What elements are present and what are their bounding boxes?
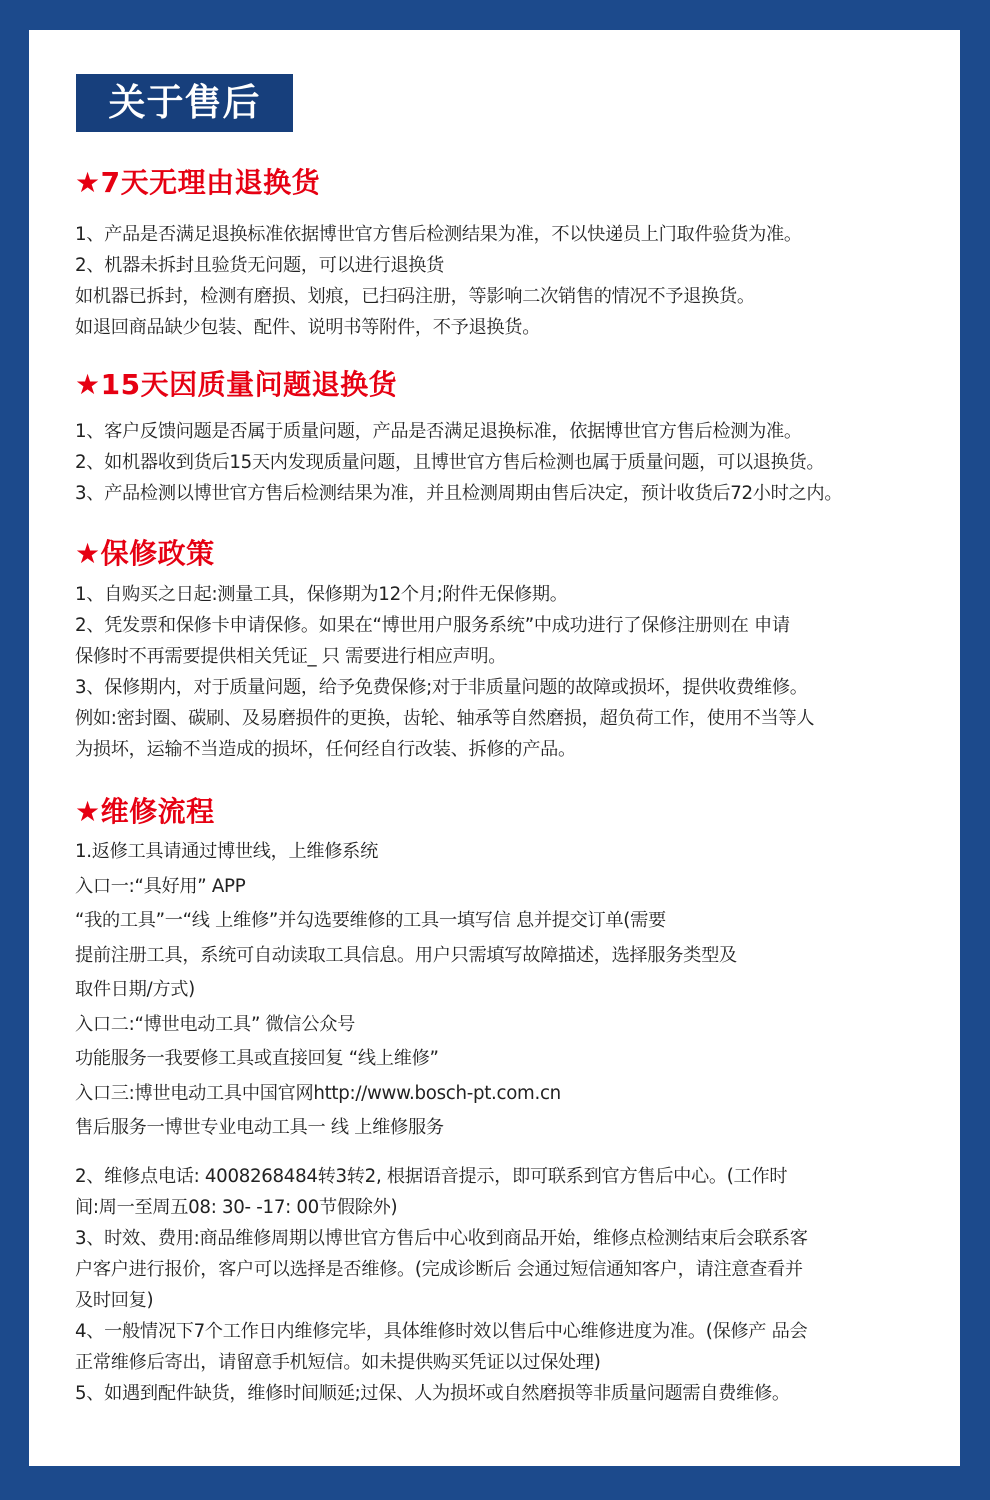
text-line: “我的工具”一“线 上维修”并勾选要维修的工具一填写信 息并提交订单(需要 <box>75 910 666 931</box>
text-line: 入口二:“博世电动工具” 微信公众号 <box>75 1013 355 1035</box>
section-heading-7day-return: ★7天无理由退换货 <box>75 166 321 199</box>
section-body-7day-return <box>75 219 802 343</box>
section-heading-warranty: ★保修政策 <box>75 537 215 570</box>
text-line: 2、机器未拆封且验货无问题，可以进行退换货 <box>75 255 445 276</box>
text-line: 及时回复) <box>75 1290 154 1311</box>
text-line: 2、如机器收到货后15天内发现质量问题，且博世官方售后检测也属于质量问题，可以退换货。 <box>75 452 825 473</box>
text-line: 2、凭发票和保修卡申请保修。如果在“博世用户服务系统”中成功进行了保修注册则在 申请 <box>75 615 790 636</box>
text-line: 间:周一至周五08: 30- -17: 00节假除外) <box>75 1197 398 1218</box>
text-line: 入口三:博世电动工具中国官网http://www.bosch-pt.com.cn <box>75 1082 561 1104</box>
content-card <box>29 30 960 1466</box>
text-line: 入口一:“具好用” APP <box>75 875 246 897</box>
text-line: 取件日期/方式) <box>75 979 195 1000</box>
text-line: 户客户进行报价，客户可以选择是否维修。(完成诊断后 会通过短信通知客户，请注意查看并 <box>75 1259 803 1280</box>
text-line: 3、时效、费用:商品维修周期以博世官方售后中心收到商品开始，维修点检测结束后会联系客 <box>75 1228 808 1249</box>
text-line: 3、保修期内，对于质量问题，给予免费保修;对于非质量问题的故障或损坏，提供收费维修。 <box>75 677 808 698</box>
text-line: 正常维修后寄出，请留意手机短信。如未提供购买凭证以过保处理) <box>75 1352 601 1373</box>
text-line: 为损坏，运输不当造成的损坏，任何经自行改装、拆修的产品。 <box>75 739 576 760</box>
text-line: 1、自购买之日起:测量工具，保修期为12个月;附件无保修期。 <box>75 584 568 605</box>
text-line: 保修时不再需要提供相关凭证_ 只 需要进行相应声明。 <box>75 646 507 667</box>
text-line: 售后服务一博世专业电动工具一 线 上维修服务 <box>75 1117 444 1138</box>
section-body-warranty <box>75 579 814 765</box>
text-line: 5、如遇到配件缺货，维修时间顺延;过保、人为损坏或自然磨损等非质量问题需自费维修。 <box>75 1383 790 1404</box>
text-line: 4、一般情况下7个工作日内维修完毕，具体维修时效以售后中心维修进度为准。(保修产 品会 <box>75 1321 808 1342</box>
text-line: 3、产品检测以博世官方售后检测结果为准，并且检测周期由售后决定，预计收货后72小时之内。 <box>75 483 843 504</box>
section-body-repair-details <box>75 1161 808 1409</box>
section-heading-repair-process: ★维修流程 <box>75 795 215 828</box>
section-heading-15day-quality: ★15天因质量问题退换货 <box>75 368 398 401</box>
section-body-15day-quality <box>75 416 842 509</box>
text-line: 提前注册工具，系统可自动读取工具信息。用户只需填写故障描述，选择服务类型及 <box>75 944 737 966</box>
text-line: 如退回商品缺少包装、配件、说明书等附件，不予退换货。 <box>75 317 541 338</box>
text-line: 功能服务一我要修工具或直接回复 “线上维修” <box>75 1048 439 1069</box>
text-line: 1.返修工具请通过博世线，上维修系统 <box>75 841 378 862</box>
page-title: 关于售后 <box>76 74 293 132</box>
text-line: 例如:密封圈、碳刷、及易磨损件的更换，齿轮、轴承等自然磨损，超负荷工作，使用不当等人 <box>75 708 815 729</box>
text-line: 如机器已拆封，检测有磨损、划痕，已扫码注册，等影响二次销售的情况不予退换货。 <box>75 286 755 307</box>
text-line: 2、维修点电话: 4008268484转3转2, 根据语音提示，即可联系到官方售后中心。(工作时 <box>75 1166 788 1187</box>
text-line: 1、产品是否满足退换标准依据博世官方售后检测结果为准，不以快递员上门取件验货为准。 <box>75 224 802 245</box>
text-line: 1、客户反馈问题是否属于质量问题，产品是否满足退换标准，依据博世官方售后检测为准。 <box>75 421 802 442</box>
section-body-repair-process <box>75 835 737 1146</box>
